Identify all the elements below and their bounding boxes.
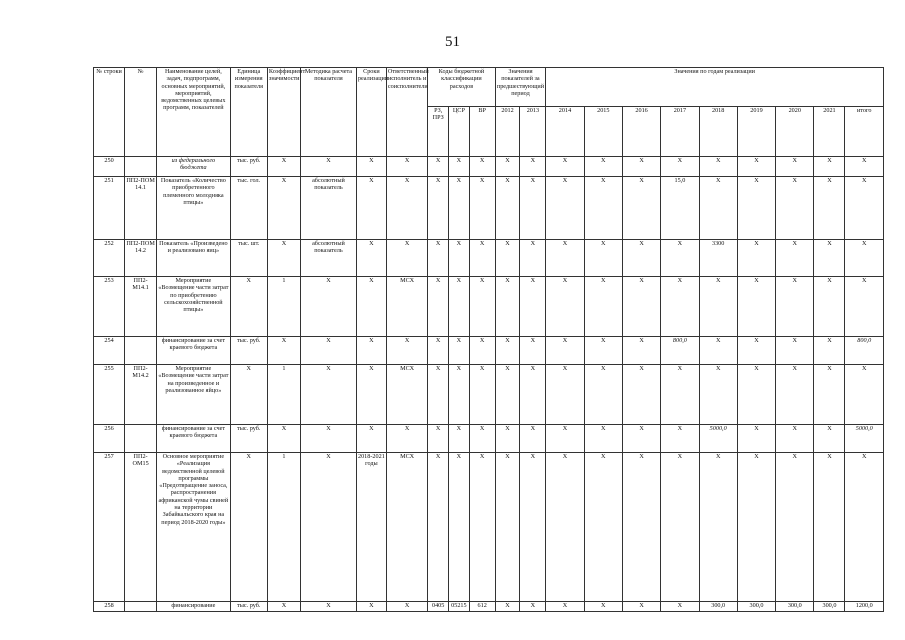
table-cell: X [737,240,775,277]
table-cell: X [661,240,699,277]
table-cell: X [449,240,470,277]
table-cell: X [428,277,449,337]
table-cell: ПП2-ПОМ 14.1 [125,177,157,240]
row-name-cell: Показатель «Произведено и реализовано яиц» [157,240,230,277]
table-cell: X [584,337,622,365]
row-name-cell: из федерального бюджета [157,157,230,177]
table-cell: 258 [94,602,125,612]
table-cell: X [814,157,845,177]
table-cell: X [386,177,427,240]
table-cell: 15,0 [661,177,699,240]
row-name-cell: Показатель «Количество приобретенного племенного молодняка птицы» [157,177,230,240]
table-cell: 255 [94,365,125,425]
table-cell [125,337,157,365]
table-row [94,425,884,453]
table-cell: X [495,425,520,453]
table-cell: X [301,157,357,177]
table-cell: X [356,602,386,612]
table-cell: X [230,365,267,425]
table-cell: 2018-2021 годы [356,453,386,602]
table-cell: X [495,277,520,337]
header-total: итого [845,107,884,157]
table-cell: X [267,240,300,277]
header-vr: ВР [469,107,495,157]
header-year-2019: 2019 [737,107,775,157]
table-cell: X [520,240,546,277]
table-cell: X [776,453,814,602]
table-cell: X [845,240,884,277]
table-cell: X [428,365,449,425]
table-cell: X [584,453,622,602]
table-cell: X [584,277,622,337]
table-cell: X [737,157,775,177]
table-cell: X [814,240,845,277]
table-cell: X [449,425,470,453]
table-cell: 256 [94,425,125,453]
table-cell: X [622,453,660,602]
table-cell: X [776,365,814,425]
table-cell: 5000,0 [699,425,737,453]
table-cell: X [814,425,845,453]
table-cell: X [495,453,520,602]
header-row-no: № строки [94,68,125,157]
header-previous-values: Значения показателей за предшествующий период [495,68,546,107]
table-row [94,240,884,277]
table-cell: X [622,157,660,177]
table-cell: X [661,365,699,425]
table-cell: X [356,177,386,240]
table-cell: 5000,0 [845,425,884,453]
table-cell: X [584,240,622,277]
table-cell: X [546,365,584,425]
header-name: Наименование целей, задач, подпрограмм, основных мероприятий, мероприятий, ведомственных целевых программ, показателей [157,68,230,157]
table-cell: X [699,177,737,240]
table-cell: X [386,240,427,277]
table-header [94,68,884,157]
table-body [94,157,884,612]
table-cell: X [520,177,546,240]
table-row [94,277,884,337]
table-cell: X [386,157,427,177]
table-cell: X [386,425,427,453]
table-cell: X [699,277,737,337]
table-cell: X [469,240,495,277]
table-cell: X [546,240,584,277]
header-yearly-values: Значения по годам реализации [546,68,884,107]
table-cell: X [814,177,845,240]
table-cell: 254 [94,337,125,365]
table-cell: X [301,365,357,425]
table-cell: X [356,337,386,365]
table-cell: 253 [94,277,125,337]
header-year-2020: 2020 [776,107,814,157]
table-cell: X [495,240,520,277]
table-cell: X [622,337,660,365]
row-name-cell: Основное мероприятие «Реализация ведомственной целевой программы «Предотвращение заноса, распространения африканской чумы свиней на территории Забайкальского края на период 2018-2020 годы» [157,453,230,602]
table-cell: абсолютный показатель [301,240,357,277]
table-cell: X [301,453,357,602]
table-cell: 3300 [699,240,737,277]
table-cell: X [622,425,660,453]
table-cell: X [776,177,814,240]
table-cell [125,425,157,453]
table-cell: ПП2-М14.2 [125,365,157,425]
table-cell: X [622,365,660,425]
table-cell: X [449,157,470,177]
table-cell: X [356,365,386,425]
table-cell: X [386,337,427,365]
table-cell: X [546,337,584,365]
table-cell: X [469,453,495,602]
indicator-table [93,67,884,612]
table-cell: X [428,337,449,365]
table-cell: X [469,337,495,365]
header-method: Методика расчета показателя [301,68,357,157]
table-cell: X [661,277,699,337]
table-cell: X [814,365,845,425]
table-cell: X [520,602,546,612]
header-year-2018: 2018 [699,107,737,157]
table-cell: X [449,337,470,365]
table-cell: X [428,157,449,177]
table-cell: X [699,365,737,425]
table-cell: X [776,337,814,365]
table-cell: X [301,425,357,453]
table-cell: X [845,277,884,337]
table-cell: тыс. руб. [230,602,267,612]
table-cell: 0405 [428,602,449,612]
table-cell: тыс. руб. [230,337,267,365]
header-year-2014: 2014 [546,107,584,157]
table-cell: X [584,425,622,453]
table-cell: X [845,453,884,602]
table-cell: X [495,157,520,177]
table-cell: МСХ [386,277,427,337]
table-cell: X [520,277,546,337]
table-cell: X [584,602,622,612]
table-cell: X [622,240,660,277]
table-cell: X [737,337,775,365]
table-cell: 251 [94,177,125,240]
table-cell: 257 [94,453,125,602]
header-responsible: Ответственный исполнитель и соисполнители [386,68,427,157]
table-cell: X [449,453,470,602]
table-cell: X [449,177,470,240]
table-cell: X [814,453,845,602]
table-cell: X [546,177,584,240]
table-cell: абсолютный показатель [301,177,357,240]
table-cell: X [230,453,267,602]
table-cell [125,602,157,612]
table-cell: X [428,425,449,453]
table-cell: X [661,157,699,177]
table-cell: X [428,453,449,602]
table-cell: X [356,425,386,453]
table-cell: X [622,602,660,612]
table-cell: 300,0 [776,602,814,612]
table-cell: тыс. гол. [230,177,267,240]
table-cell: X [546,453,584,602]
table-cell: X [699,337,737,365]
table-cell: ПП2-ПОМ 14.2 [125,240,157,277]
header-csr: ЦСР [449,107,470,157]
table-cell: 05215 [449,602,470,612]
table-cell: X [356,157,386,177]
table-cell: 1 [267,365,300,425]
header-year-2021: 2021 [814,107,845,157]
table-cell: X [469,177,495,240]
table-cell: 252 [94,240,125,277]
table-cell: X [845,157,884,177]
table-cell: X [495,602,520,612]
table-cell: тыс. руб. [230,425,267,453]
table-cell: X [520,453,546,602]
table-cell: X [546,157,584,177]
table-cell: X [737,453,775,602]
table-cell: X [267,602,300,612]
table-cell: 300,0 [737,602,775,612]
table-cell: X [546,602,584,612]
row-name-cell: финансирование [157,602,230,612]
table-cell: X [737,365,775,425]
table-cell: X [267,157,300,177]
table-cell: X [520,337,546,365]
table-cell: 800,0 [661,337,699,365]
page-number: 51 [445,34,460,50]
table-cell: X [428,177,449,240]
table-cell: X [814,337,845,365]
table-cell: X [776,240,814,277]
table-row [94,157,884,177]
table-cell: X [520,365,546,425]
table-cell: X [301,602,357,612]
table-cell: X [584,157,622,177]
header-year-2017: 2017 [661,107,699,157]
table-cell: X [661,425,699,453]
table-cell: X [301,337,357,365]
table-cell: X [301,277,357,337]
row-name-cell: финансирование за счет краевого бюджета [157,425,230,453]
table-cell: X [495,337,520,365]
header-rz-prz: РЗ, ПРЗ [428,107,449,157]
table-cell: X [737,425,775,453]
table-cell: X [267,337,300,365]
table-cell: 250 [94,157,125,177]
table-cell: X [622,177,660,240]
table-cell: X [737,277,775,337]
table-cell: X [814,277,845,337]
table-cell: X [469,365,495,425]
table-cell: X [546,277,584,337]
header-year-2015: 2015 [584,107,622,157]
table-cell: X [495,177,520,240]
table-cell: 1 [267,453,300,602]
table-row [94,365,884,425]
table-cell: X [469,425,495,453]
table-cell: X [546,425,584,453]
table-cell [125,157,157,177]
table-cell: X [699,453,737,602]
table-cell: ПП2-М14.1 [125,277,157,337]
table-cell: X [386,602,427,612]
table-cell: тыс. шт. [230,240,267,277]
table-cell: МСХ [386,453,427,602]
table-cell: 800,0 [845,337,884,365]
row-name-cell: финансирование за счет краевого бюджета [157,337,230,365]
header-terms: Сроки реализации [356,68,386,157]
table-row [94,602,884,612]
table-cell: X [469,157,495,177]
header-no: № [125,68,157,157]
table-cell: X [622,277,660,337]
header-budget-codes: Коды бюджетной классификации расходов [428,68,495,107]
table-cell: X [520,157,546,177]
table-cell: X [584,177,622,240]
table-cell: X [776,157,814,177]
table-cell: X [661,453,699,602]
table-cell: X [449,277,470,337]
table-cell: X [230,277,267,337]
table-cell: ПП2-ОМ15 [125,453,157,602]
table-cell: тыс. руб. [230,157,267,177]
table-cell: X [776,425,814,453]
table-cell: X [449,365,470,425]
header-year-2012: 2012 [495,107,520,157]
table-cell: X [267,425,300,453]
table-cell: X [356,277,386,337]
table-cell: 1 [267,277,300,337]
table-cell: X [495,365,520,425]
table-cell: X [845,177,884,240]
header-unit: Единица измерения показателя [230,68,267,157]
table-row [94,337,884,365]
table-cell: X [584,365,622,425]
table-cell: X [776,277,814,337]
table-row [94,453,884,602]
row-name-cell: Мероприятие «Возмещение части затрат по приобретению сельскохозяйственной птицы» [157,277,230,337]
table-cell: X [520,425,546,453]
table-cell: X [661,602,699,612]
header-year-2016: 2016 [622,107,660,157]
table-cell: X [469,277,495,337]
table-cell: X [356,240,386,277]
table-cell: 300,0 [699,602,737,612]
table-cell: 300,0 [814,602,845,612]
table-cell: X [737,177,775,240]
table-cell: X [699,157,737,177]
row-name-cell: Мероприятие «Возмещение части затрат на произведенное и реализованное яйцо» [157,365,230,425]
header-coefficient: Коэффициент значимости [267,68,300,157]
table-cell: 612 [469,602,495,612]
table-cell: 1200,0 [845,602,884,612]
table-cell: X [267,177,300,240]
table-row [94,177,884,240]
table-cell: МСХ [386,365,427,425]
table-cell: X [845,365,884,425]
header-year-2013: 2013 [520,107,546,157]
table-cell: X [428,240,449,277]
